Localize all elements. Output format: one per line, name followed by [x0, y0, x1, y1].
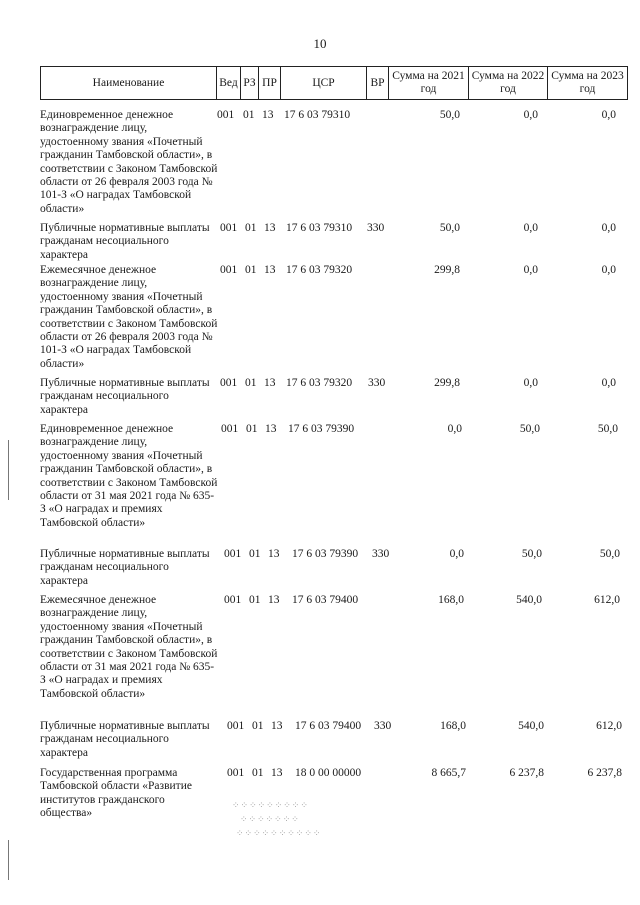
row-pr: 13: [271, 767, 283, 779]
row-sum-2021: 8 665,7: [431, 767, 466, 779]
row-vr: 330: [367, 222, 385, 234]
row-name: Единовременное денежное вознаграждение лицу, удостоенному звания «Почетный гражданин Тамбовской области», в соответствии с Законом Тамбовской области от 31 мая 2021 года № 635-З «О наградах и премиях Тамбовской области»: [40, 423, 218, 529]
margin-line: [8, 440, 9, 500]
row-name: Единовременное денежное вознаграждение лицу, удостоенному звания «Почетный гражданин Тамбовской области», в соответствии с Законом Тамбовской области от 26 февраля 2003 года № 101-З «О наградах Тамбовской области»: [40, 109, 218, 215]
row-rz: 01: [249, 548, 261, 560]
row-csr: 17 6 03 79390: [292, 548, 359, 560]
row-rz: 01: [252, 720, 264, 732]
row-sum-2021: 299,8: [434, 264, 460, 276]
row-pr: 13: [264, 264, 276, 276]
row-sum-2023: 612,0: [596, 720, 622, 732]
header-pr: ПР: [258, 67, 280, 99]
faint-stamp-mark: ⁘⁘⁘⁘⁘⁘⁘⁘⁘: [232, 800, 309, 810]
row-sum-2022: 0,0: [523, 264, 538, 276]
page-number: 10: [313, 36, 327, 51]
row-sum-2023: 50,0: [599, 548, 620, 560]
header-sum-2021: Сумма на 2021 год: [388, 67, 468, 99]
row-rz: 01: [245, 264, 257, 276]
row-sum-2023: 0,0: [601, 264, 616, 276]
row-ved: 001: [217, 109, 235, 121]
row-csr: 17 6 03 79320: [286, 264, 353, 276]
row-sum-2021: 50,0: [439, 222, 460, 234]
row-name: Публичные нормативные выплаты гражданам несоциального характера: [40, 720, 210, 759]
row-name: Государственная программа Тамбовской области «Развитие институтов гражданского общества»: [40, 767, 192, 820]
row-vr: 330: [374, 720, 392, 732]
row-name: Ежемесячное денежное вознаграждение лицу, удостоенному звания «Почетный гражданин Тамбовской области», в соответствии с Законом Тамбовской области от 26 февраля 2003 года № 101-З «О наградах Тамбовской области»: [40, 264, 218, 370]
faint-stamp-mark: ⁘⁘⁘⁘⁘⁘⁘: [240, 814, 300, 824]
row-sum-2021: 0,0: [449, 548, 464, 560]
row-ved: 001: [224, 594, 242, 606]
row-csr: 18 0 00 00000: [295, 767, 362, 779]
row-pr: 13: [264, 222, 276, 234]
row-name: Публичные нормативные выплаты гражданам несоциального характера: [40, 377, 210, 416]
row-sum-2022: 50,0: [519, 423, 540, 435]
row-rz: 01: [249, 594, 261, 606]
row-ved: 001: [227, 720, 245, 732]
row-sum-2022: 540,0: [518, 720, 544, 732]
row-csr: 17 6 03 79390: [288, 423, 355, 435]
row-rz: 01: [252, 767, 264, 779]
row-sum-2022: 0,0: [523, 109, 538, 121]
row-pr: 13: [271, 720, 283, 732]
row-csr: 17 6 03 79400: [295, 720, 362, 732]
row-ved: 001: [220, 264, 238, 276]
row-sum-2022: 540,0: [516, 594, 542, 606]
margin-line: [8, 840, 9, 880]
row-sum-2023: 6 237,8: [587, 767, 622, 779]
row-sum-2023: 612,0: [594, 594, 620, 606]
row-sum-2023: 50,0: [597, 423, 618, 435]
row-sum-2023: 0,0: [601, 222, 616, 234]
header-rz: РЗ: [240, 67, 258, 99]
row-sum-2021: 168,0: [440, 720, 466, 732]
row-sum-2022: 0,0: [523, 377, 538, 389]
row-sum-2023: 0,0: [601, 109, 616, 121]
header-csr: ЦСР: [280, 67, 366, 99]
row-ved: 001: [220, 222, 238, 234]
row-rz: 01: [246, 423, 258, 435]
row-pr: 13: [265, 423, 277, 435]
row-sum-2021: 299,8: [434, 377, 460, 389]
row-sum-2022: 6 237,8: [509, 767, 544, 779]
row-csr: 17 6 03 79310: [284, 109, 351, 121]
row-pr: 13: [264, 377, 276, 389]
header-sum-2022: Сумма на 2022 год: [468, 67, 547, 99]
row-name: Публичные нормативные выплаты гражданам несоциального характера: [40, 548, 210, 587]
row-csr: 17 6 03 79400: [292, 594, 359, 606]
row-ved: 001: [227, 767, 245, 779]
row-csr: 17 6 03 79310: [286, 222, 353, 234]
row-pr: 13: [268, 548, 280, 560]
row-sum-2021: 0,0: [447, 423, 462, 435]
row-pr: 13: [268, 594, 280, 606]
row-sum-2021: 50,0: [439, 109, 460, 121]
row-sum-2021: 168,0: [438, 594, 464, 606]
row-sum-2023: 0,0: [601, 377, 616, 389]
header-ved: Вед: [216, 67, 240, 99]
row-rz: 01: [243, 109, 255, 121]
row-csr: 17 6 03 79320: [286, 377, 353, 389]
row-sum-2022: 0,0: [523, 222, 538, 234]
row-sum-2022: 50,0: [521, 548, 542, 560]
row-ved: 001: [221, 423, 239, 435]
faint-stamp-mark: ⁘⁘⁘⁘⁘⁘⁘⁘⁘⁘: [236, 828, 322, 838]
row-ved: 001: [220, 377, 238, 389]
row-name: Ежемесячное денежное вознаграждение лицу, удостоенному звания «Почетный гражданин Тамбовской области», в соответствии с Законом Тамбовской области от 31 мая 2021 года № 635-З «О наградах и премиях Тамбовской области»: [40, 594, 218, 700]
row-pr: 13: [262, 109, 274, 121]
row-ved: 001: [224, 548, 242, 560]
row-rz: 01: [245, 222, 257, 234]
row-rz: 01: [245, 377, 257, 389]
row-name: Публичные нормативные выплаты гражданам несоциального характера: [40, 222, 210, 261]
header-name: Наименование: [92, 76, 165, 89]
header-sum-2023: Сумма на 2023 год: [547, 67, 627, 99]
row-vr: 330: [372, 548, 390, 560]
header-vr: ВР: [366, 67, 388, 99]
table-header: [40, 66, 628, 100]
row-vr: 330: [368, 377, 386, 389]
